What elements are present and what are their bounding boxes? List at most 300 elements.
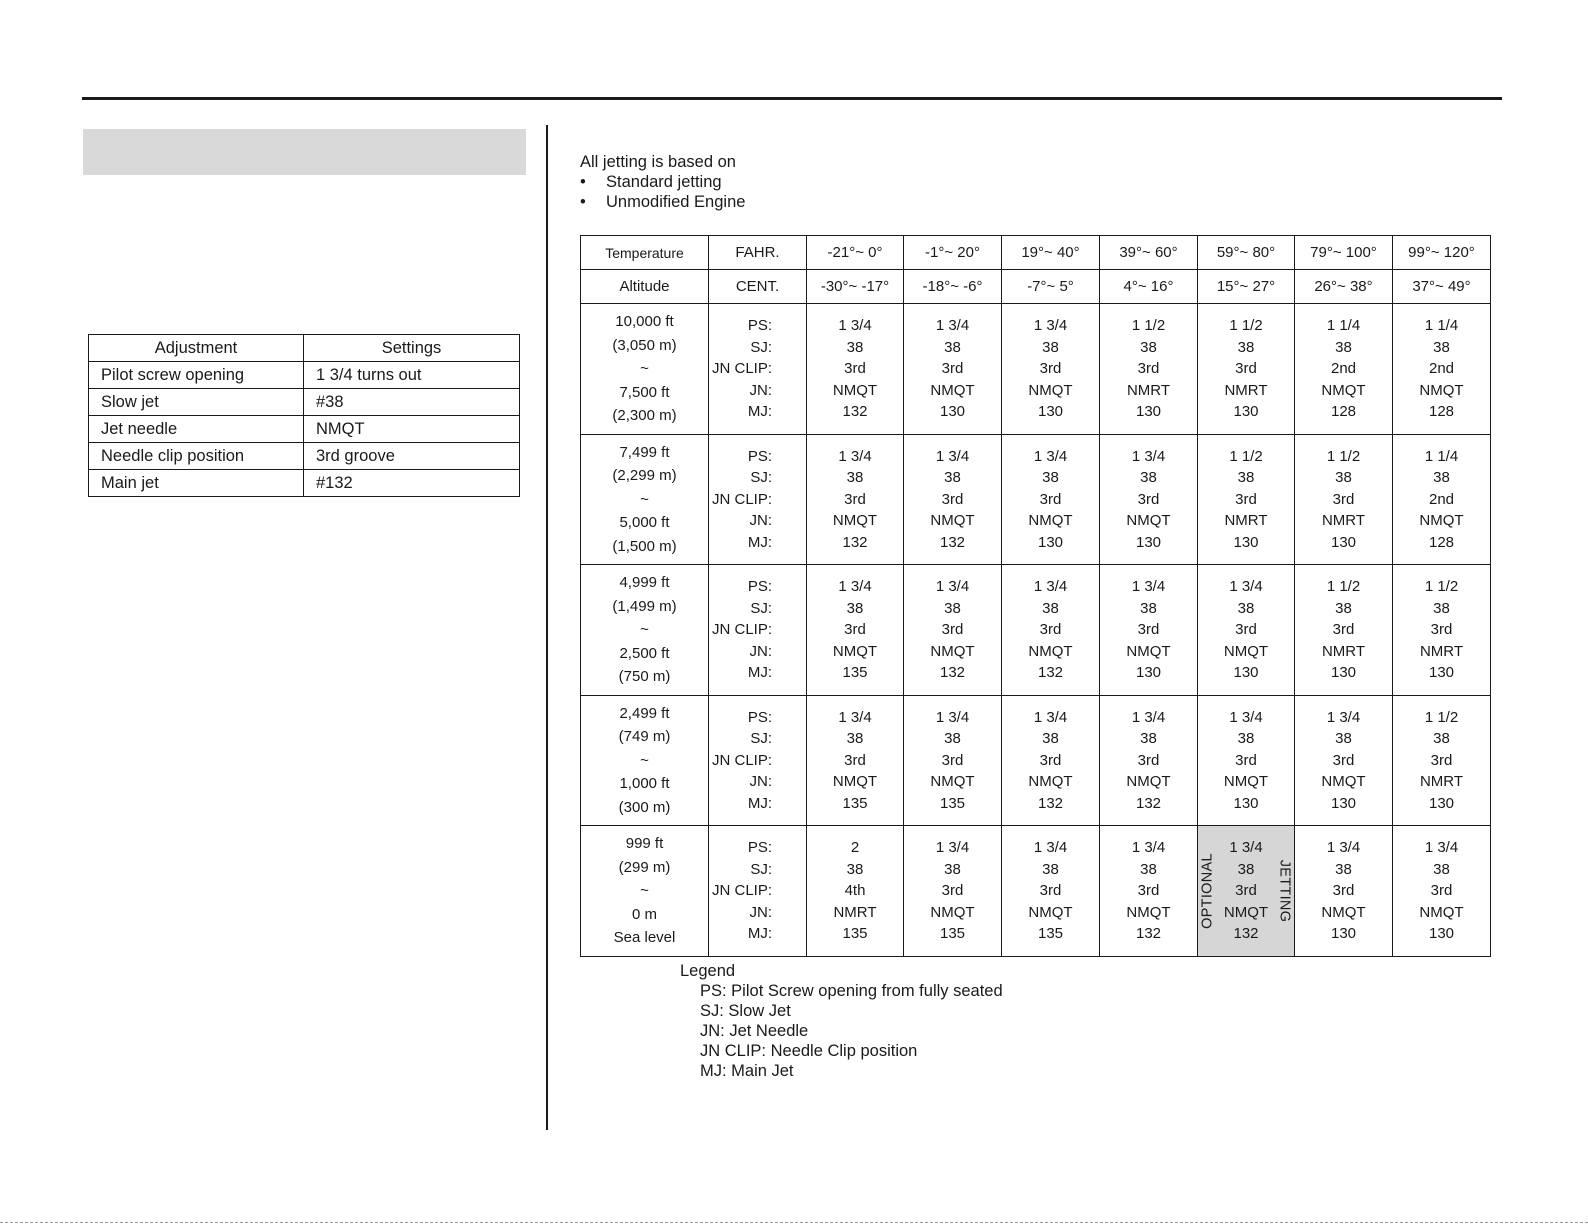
altitude-line: 1,000 ft bbox=[619, 775, 670, 792]
setting-label: PS: bbox=[747, 708, 772, 726]
cent-range: 37°~ 49° bbox=[1393, 270, 1491, 304]
altitude-line: 0 m bbox=[631, 905, 657, 923]
jetting-value: 3rd bbox=[1332, 490, 1355, 508]
jetting-value: 1 3/4 bbox=[1033, 317, 1068, 334]
jetting-value: 1 3/4 bbox=[1326, 708, 1361, 726]
jetting-value: 1 3/4 bbox=[1131, 447, 1166, 465]
jetting-value: 135 bbox=[939, 925, 966, 942]
adjustment-cell: Pilot screw opening bbox=[89, 362, 304, 389]
jetting-value: 38 bbox=[846, 469, 864, 486]
jetting-value: NMRT bbox=[1321, 642, 1366, 660]
jetting-value: 130 bbox=[1135, 403, 1162, 420]
jetting-value: 38 bbox=[1140, 469, 1157, 486]
legend-item: MJ: Main Jet bbox=[700, 1062, 794, 1080]
jetting-value: 130 bbox=[1233, 533, 1259, 551]
jetting-cell bbox=[1100, 565, 1198, 696]
jetting-value: 1 3/4 bbox=[838, 447, 872, 465]
bullet-icon: • bbox=[580, 193, 586, 211]
jetting-cell bbox=[904, 826, 1002, 957]
section-heading-bar bbox=[83, 129, 526, 175]
jetting-cell bbox=[1295, 695, 1393, 826]
jetting-value: 128 bbox=[1428, 403, 1455, 420]
jetting-value: 3rd bbox=[844, 621, 866, 638]
jetting-value: 1 3/4 bbox=[1033, 839, 1068, 856]
jetting-value: 130 bbox=[1330, 533, 1357, 551]
jetting-cell bbox=[1198, 695, 1295, 826]
jetting-value: 1 3/4 bbox=[935, 839, 970, 856]
jetting-value: 132 bbox=[1037, 664, 1064, 681]
jetting-value: 132 bbox=[939, 664, 966, 681]
jetting-value: NMQT bbox=[930, 903, 975, 921]
jetting-value: 2nd bbox=[1428, 360, 1455, 377]
setting-label: SJ: bbox=[750, 599, 772, 617]
jetting-value: 38 bbox=[1433, 599, 1450, 617]
jetting-value: 3rd bbox=[941, 490, 964, 508]
jetting-cell bbox=[807, 565, 904, 696]
jetting-cell bbox=[807, 826, 904, 957]
jetting-value: 130 bbox=[1428, 664, 1455, 681]
jetting-value: 2nd bbox=[1428, 490, 1455, 508]
jetting-value: 38 bbox=[1433, 469, 1450, 486]
column-divider bbox=[546, 125, 548, 1130]
altitude-range bbox=[581, 695, 709, 826]
setting-label: JN CLIP: bbox=[711, 882, 772, 899]
jetting-value: 3rd bbox=[1235, 490, 1257, 508]
jetting-value: 1 3/4 bbox=[1131, 708, 1166, 726]
jetting-value: 132 bbox=[1233, 925, 1259, 942]
legend-item: JN CLIP: Needle Clip position bbox=[700, 1042, 918, 1060]
jetting-value: 38 bbox=[944, 469, 961, 486]
jetting-value: 3rd bbox=[1137, 751, 1160, 769]
jetting-value: 3rd bbox=[941, 621, 964, 638]
jetting-value: 1 1/2 bbox=[1326, 578, 1361, 595]
altitude-line: (2,299 m) bbox=[612, 467, 677, 484]
jetting-value: 3rd bbox=[844, 751, 866, 769]
jetting-value: 132 bbox=[842, 533, 868, 551]
jetting-value: 3rd bbox=[1430, 621, 1453, 638]
jetting-cell bbox=[1002, 434, 1100, 565]
table-row bbox=[89, 416, 520, 443]
altitude-range bbox=[581, 434, 709, 565]
jetting-value: 3rd bbox=[1235, 360, 1257, 377]
adjustment-table bbox=[88, 334, 520, 497]
jetting-cell bbox=[904, 565, 1002, 696]
jetting-cell bbox=[807, 695, 904, 826]
setting-cell: 3rd groove bbox=[304, 443, 520, 470]
altitude-line: 7,500 ft bbox=[619, 383, 670, 401]
altitude-range bbox=[581, 826, 709, 957]
jetting-value: 3rd bbox=[844, 360, 866, 377]
setting-cell: 1 3/4 turns out bbox=[304, 362, 520, 389]
jetting-value: 132 bbox=[1037, 794, 1064, 812]
optional-label: OPTIONAL bbox=[1199, 852, 1216, 929]
jetting-value: NMQT bbox=[1028, 642, 1073, 660]
jetting-value: NMQT bbox=[1223, 773, 1269, 790]
altitude-line: (3,050 m) bbox=[612, 336, 677, 354]
setting-labels bbox=[709, 304, 807, 435]
jetting-cell bbox=[1002, 565, 1100, 696]
jetting-value: 3rd bbox=[1137, 882, 1160, 899]
cent-range: 4°~ 16° bbox=[1100, 270, 1198, 304]
jetting-value: 38 bbox=[1237, 730, 1255, 747]
jetting-value: 130 bbox=[1330, 794, 1357, 812]
fahr-range: -1°~ 20° bbox=[904, 236, 1002, 270]
jetting-value: 1 1/2 bbox=[1229, 317, 1263, 334]
jetting-value: 38 bbox=[1237, 338, 1255, 356]
jetting-cell bbox=[904, 695, 1002, 826]
setting-label: JN CLIP: bbox=[711, 360, 772, 377]
jetting-chart-table bbox=[580, 235, 1491, 957]
cent-range: 15°~ 27° bbox=[1198, 270, 1295, 304]
jetting-value: NMRT bbox=[1419, 642, 1464, 660]
jetting-value: NMRT bbox=[1419, 773, 1464, 790]
jetting-value: 1 3/4 bbox=[1033, 447, 1068, 465]
setting-label: SJ: bbox=[750, 338, 772, 356]
legend-item: SJ: Slow Jet bbox=[700, 1002, 791, 1020]
altitude-line: ~ bbox=[640, 882, 649, 899]
jetting-value: 135 bbox=[842, 664, 868, 681]
jetting-value: 1 3/4 bbox=[838, 317, 872, 334]
jetting-value: 130 bbox=[1037, 403, 1064, 420]
altitude-line: 7,499 ft bbox=[619, 443, 670, 461]
jetting-value: NMQT bbox=[1321, 773, 1366, 790]
jetting-value: NMQT bbox=[832, 773, 878, 790]
adjustment-header: Adjustment bbox=[89, 335, 304, 362]
jetting-value: 3rd bbox=[941, 751, 964, 769]
jetting-value: 1 3/4 bbox=[935, 708, 970, 726]
altitude-line: (300 m) bbox=[618, 798, 671, 816]
setting-cell: NMQT bbox=[304, 416, 520, 443]
altitude-line: 999 ft bbox=[625, 835, 664, 852]
setting-label: MJ: bbox=[747, 925, 772, 942]
jetting-cell bbox=[1393, 826, 1491, 957]
legend-item: JN: Jet Needle bbox=[700, 1022, 809, 1040]
bullet-text: Standard jetting bbox=[606, 173, 722, 191]
jetting-value: NMQT bbox=[930, 512, 975, 529]
jetting-cell bbox=[1002, 304, 1100, 435]
jetting-value: 1 3/4 bbox=[1229, 708, 1263, 726]
jetting-value: 130 bbox=[1428, 794, 1455, 812]
jetting-value: NMRT bbox=[1321, 512, 1366, 529]
legend-item: PS: Pilot Screw opening from fully seated bbox=[700, 982, 1003, 1000]
jetting-value: 2nd bbox=[1330, 360, 1357, 377]
jetting-value: 128 bbox=[1428, 533, 1455, 551]
jetting-value: NMQT bbox=[1028, 903, 1073, 921]
intro-heading: All jetting is based on bbox=[580, 153, 736, 171]
jetting-value: 1 1/4 bbox=[1326, 317, 1361, 334]
cent-range: -18°~ -6° bbox=[904, 270, 1002, 304]
header-rule bbox=[82, 97, 1502, 100]
jetting-cell bbox=[1100, 695, 1198, 826]
setting-label: JN: bbox=[749, 381, 772, 399]
jetting-value: 3rd bbox=[1332, 751, 1355, 769]
jetting-value: 1 1/2 bbox=[1131, 317, 1166, 334]
fahr-range: 19°~ 40° bbox=[1002, 236, 1100, 270]
setting-label: MJ: bbox=[747, 794, 772, 812]
adjustment-header-row bbox=[89, 335, 520, 362]
setting-label: SJ: bbox=[750, 860, 772, 878]
jetting-cell bbox=[1100, 826, 1198, 957]
altitude-line: 10,000 ft bbox=[615, 313, 674, 330]
jetting-cell bbox=[904, 304, 1002, 435]
jetting-value: NMQT bbox=[930, 381, 975, 399]
jetting-value: 3rd bbox=[1039, 882, 1062, 899]
jetting-value: 1 1/4 bbox=[1424, 447, 1459, 465]
jetting-value: 135 bbox=[939, 794, 966, 812]
setting-label: SJ: bbox=[750, 469, 772, 486]
jetting-value: NMRT bbox=[833, 903, 877, 921]
setting-label: SJ: bbox=[750, 730, 772, 747]
jetting-value: 1 1/2 bbox=[1229, 447, 1263, 465]
jetting-value: NMRT bbox=[1224, 381, 1268, 399]
altitude-line: (749 m) bbox=[618, 728, 671, 745]
setting-label: PS: bbox=[747, 578, 772, 595]
jetting-value: NMQT bbox=[832, 512, 878, 529]
jetting-cell bbox=[1198, 434, 1295, 565]
jetting-cell bbox=[1198, 565, 1295, 696]
jetting-value: 130 bbox=[1037, 533, 1064, 551]
cent-range: -30°~ -17° bbox=[807, 270, 904, 304]
setting-cell: #38 bbox=[304, 389, 520, 416]
jetting-cell bbox=[1295, 434, 1393, 565]
jetting-cell bbox=[807, 304, 904, 435]
altitude-line: (1,500 m) bbox=[612, 537, 677, 555]
adjustment-cell: Main jet bbox=[89, 470, 304, 497]
jetting-value: 2 bbox=[850, 839, 860, 856]
jetting-cell bbox=[1393, 565, 1491, 696]
jetting-value: 38 bbox=[944, 599, 961, 617]
jetting-value: 1 1/4 bbox=[1424, 317, 1459, 334]
jetting-value: 38 bbox=[1042, 860, 1059, 878]
jetting-value: 3rd bbox=[1039, 621, 1062, 638]
fahr-range: 59°~ 80° bbox=[1198, 236, 1295, 270]
jetting-value: NMQT bbox=[832, 642, 878, 660]
jetting-value: 1 3/4 bbox=[935, 447, 970, 465]
jetting-cell bbox=[1393, 695, 1491, 826]
setting-labels bbox=[709, 826, 807, 957]
fahr-range: 79°~ 100° bbox=[1295, 236, 1393, 270]
jetting-value: 3rd bbox=[941, 882, 964, 899]
jetting-value: 38 bbox=[1042, 599, 1059, 617]
jetting-value: 128 bbox=[1330, 403, 1357, 420]
jetting-value: 3rd bbox=[1137, 490, 1160, 508]
bullet-text: Unmodified Engine bbox=[606, 193, 746, 211]
altitude-line: (1,499 m) bbox=[612, 597, 677, 615]
jetting-value: NMQT bbox=[1126, 512, 1171, 529]
jetting-value: NMQT bbox=[1126, 903, 1171, 921]
jetting-value: 130 bbox=[1135, 664, 1162, 681]
jetting-value: 132 bbox=[939, 533, 966, 551]
jetting-cell bbox=[807, 434, 904, 565]
jetting-value: 130 bbox=[939, 403, 966, 420]
jetting-value: 38 bbox=[944, 338, 961, 356]
jetting-value: 1 3/4 bbox=[1229, 839, 1263, 856]
jetting-value: 1 3/4 bbox=[838, 708, 872, 726]
jetting-cell bbox=[1100, 304, 1198, 435]
altitude-line: (299 m) bbox=[618, 858, 671, 876]
jetting-value: 3rd bbox=[1039, 490, 1062, 508]
altitude-line: 2,499 ft bbox=[619, 704, 670, 722]
jetting-value: NMQT bbox=[1223, 642, 1269, 660]
temperature-header-row bbox=[581, 236, 1491, 270]
jetting-value: 132 bbox=[1135, 794, 1162, 812]
adjustment-cell: Slow jet bbox=[89, 389, 304, 416]
setting-label: PS: bbox=[747, 317, 772, 334]
jetting-value: 38 bbox=[1140, 599, 1157, 617]
fahr-label: FAHR. bbox=[709, 236, 807, 270]
jetting-value: 3rd bbox=[941, 360, 964, 377]
jetting-value: 38 bbox=[944, 860, 961, 878]
jetting-value: 38 bbox=[1237, 860, 1255, 878]
jetting-value: 38 bbox=[1335, 860, 1352, 878]
temperature-label: Temperature bbox=[581, 236, 709, 270]
table-row bbox=[89, 470, 520, 497]
setting-label: JN CLIP: bbox=[711, 751, 772, 769]
jetting-value: 130 bbox=[1135, 533, 1162, 551]
fahr-range: 39°~ 60° bbox=[1100, 236, 1198, 270]
jetting-value: 130 bbox=[1233, 664, 1259, 681]
setting-cell: #132 bbox=[304, 470, 520, 497]
jetting-value: 38 bbox=[1140, 338, 1157, 356]
table-row bbox=[581, 695, 1491, 826]
altitude-line: 2,500 ft bbox=[619, 644, 670, 662]
jetting-value: NMQT bbox=[930, 773, 975, 790]
setting-label: JN: bbox=[749, 773, 772, 790]
jetting-cell bbox=[1393, 434, 1491, 565]
jetting-value: 38 bbox=[846, 599, 864, 617]
jetting-value: 38 bbox=[846, 860, 864, 878]
table-row bbox=[581, 826, 1491, 957]
jetting-value: 3rd bbox=[1039, 360, 1062, 377]
bullet-item bbox=[580, 192, 745, 212]
altitude-header-row bbox=[581, 270, 1491, 304]
jetting-value: 135 bbox=[842, 925, 868, 942]
jetting-value: 1 3/4 bbox=[1131, 839, 1166, 856]
jetting-value: 1 3/4 bbox=[838, 578, 872, 595]
altitude-line: Sea level bbox=[613, 929, 676, 946]
altitude-label: Altitude bbox=[581, 270, 709, 304]
jetting-value: 38 bbox=[1433, 730, 1450, 747]
jetting-value: 130 bbox=[1428, 925, 1455, 942]
jetting-value: 3rd bbox=[844, 490, 866, 508]
jetting-value: NMQT bbox=[930, 642, 975, 660]
jetting-value: 1 3/4 bbox=[1131, 578, 1166, 595]
jetting-value: NMQT bbox=[1126, 642, 1171, 660]
table-row bbox=[89, 362, 520, 389]
setting-label: PS: bbox=[747, 447, 772, 465]
jetting-value: 1 3/4 bbox=[1033, 708, 1068, 726]
jetting-value: 3rd bbox=[1430, 882, 1453, 899]
jetting-cell bbox=[1295, 826, 1393, 957]
jetting-value: NMQT bbox=[1028, 381, 1073, 399]
bullet-icon: • bbox=[580, 173, 586, 191]
legend bbox=[680, 961, 1003, 1081]
jetting-value: 130 bbox=[1330, 925, 1357, 942]
cent-range: -7°~ 5° bbox=[1002, 270, 1100, 304]
jetting-cell bbox=[1198, 304, 1295, 435]
jetting-value: 38 bbox=[846, 730, 864, 747]
jetting-value: 130 bbox=[1233, 403, 1259, 420]
jetting-value: NMQT bbox=[1419, 512, 1464, 529]
jetting-value: 38 bbox=[1237, 469, 1255, 486]
jetting-value: 38 bbox=[1042, 338, 1059, 356]
table-row bbox=[581, 434, 1491, 565]
settings-header: Settings bbox=[304, 335, 520, 362]
jetting-value: NMQT bbox=[1028, 512, 1073, 529]
bullet-item bbox=[580, 172, 745, 192]
page-bottom-edge bbox=[0, 1222, 1588, 1223]
fahr-range: -21°~ 0° bbox=[807, 236, 904, 270]
setting-label: JN CLIP: bbox=[711, 490, 772, 508]
jetting-value: 135 bbox=[842, 794, 868, 812]
jetting-intro bbox=[580, 152, 745, 212]
jetting-value: 1 3/4 bbox=[935, 317, 970, 334]
adjustment-cell: Jet needle bbox=[89, 416, 304, 443]
jetting-value: 38 bbox=[1140, 730, 1157, 747]
jetting-value: 38 bbox=[1335, 599, 1352, 617]
jetting-value: 3rd bbox=[1039, 751, 1062, 769]
jetting-value: 1 1/2 bbox=[1326, 447, 1361, 465]
jetting-value: 1 3/4 bbox=[1229, 578, 1263, 595]
jetting-value: 38 bbox=[1433, 860, 1450, 878]
setting-label: MJ: bbox=[747, 533, 772, 551]
jetting-value: 3rd bbox=[1332, 621, 1355, 638]
cent-range: 26°~ 38° bbox=[1295, 270, 1393, 304]
setting-label: JN: bbox=[749, 642, 772, 660]
altitude-line: ~ bbox=[640, 490, 649, 508]
altitude-line: ~ bbox=[640, 360, 649, 377]
jetting-value: 3rd bbox=[1235, 621, 1257, 638]
jetting-value: NMQT bbox=[1321, 903, 1366, 921]
altitude-range bbox=[581, 304, 709, 435]
jetting-cell bbox=[1100, 434, 1198, 565]
jetting-value: 130 bbox=[1330, 664, 1357, 681]
jetting-value: 4th bbox=[844, 882, 866, 899]
altitude-range bbox=[581, 565, 709, 696]
jetting-cell bbox=[904, 434, 1002, 565]
jetting-label: JETTING bbox=[1276, 859, 1293, 923]
jetting-value: 3rd bbox=[1137, 621, 1160, 638]
jetting-cell bbox=[1295, 565, 1393, 696]
jetting-value: 38 bbox=[1335, 338, 1352, 356]
setting-label: PS: bbox=[747, 839, 772, 856]
jetting-value: 3rd bbox=[1235, 751, 1257, 769]
altitude-line: (750 m) bbox=[618, 668, 671, 685]
table-row bbox=[581, 304, 1491, 435]
jetting-value: 1 3/4 bbox=[1424, 839, 1459, 856]
jetting-cell bbox=[1393, 304, 1491, 435]
adjustment-cell: Needle clip position bbox=[89, 443, 304, 470]
altitude-line: ~ bbox=[640, 621, 649, 638]
jetting-value: 3rd bbox=[1430, 751, 1453, 769]
jetting-value: 3rd bbox=[1235, 882, 1257, 899]
altitude-line: (2,300 m) bbox=[612, 407, 677, 424]
altitude-line: 4,999 ft bbox=[619, 574, 670, 591]
jetting-value: 1 3/4 bbox=[1326, 839, 1361, 856]
setting-labels bbox=[709, 565, 807, 696]
table-row bbox=[89, 389, 520, 416]
setting-label: JN: bbox=[749, 512, 772, 529]
setting-label: MJ: bbox=[747, 664, 772, 681]
setting-labels bbox=[709, 695, 807, 826]
jetting-value: NMRT bbox=[1126, 381, 1171, 399]
jetting-value: 132 bbox=[1135, 925, 1162, 942]
jetting-value: 38 bbox=[846, 338, 864, 356]
jetting-value: 3rd bbox=[1137, 360, 1160, 377]
jetting-value: NMQT bbox=[1419, 903, 1464, 921]
setting-label: MJ: bbox=[747, 403, 772, 420]
table-row bbox=[89, 443, 520, 470]
